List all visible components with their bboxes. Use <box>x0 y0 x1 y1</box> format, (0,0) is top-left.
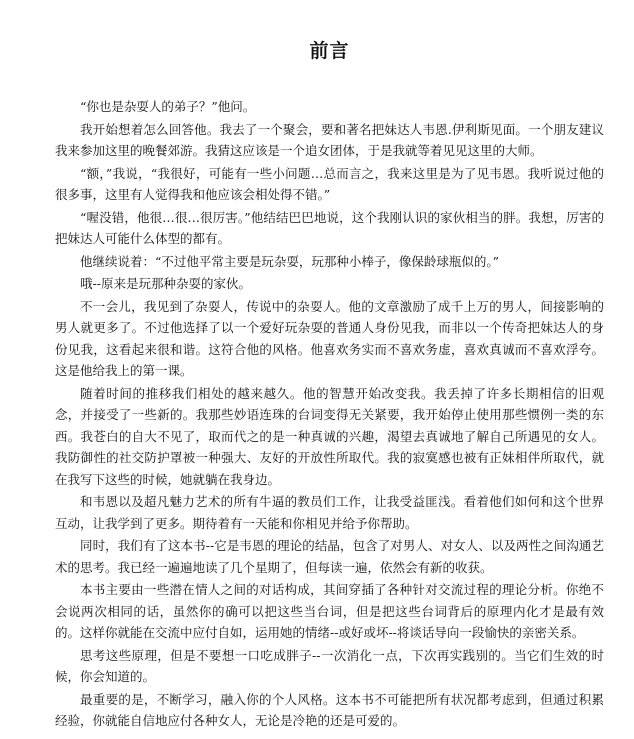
paragraph: 他继续说着：“不过他平常主要是玩杂耍，玩那种小棒子，像保龄球瓶似的。” <box>80 253 500 269</box>
paragraph: 哦--原来是玩那种杂耍的家伙。 <box>80 276 251 291</box>
paragraph: 我开始想着怎么回答他。我去了一个聚会，要和著名把妹达人韦恩.伊利斯见面。一个朋友建议我来参加这里的晚餐郊游。我猜这应该是一个追女团体，于是我就等着见见这里的大师。 <box>55 121 604 158</box>
paragraph: 最重要的是，不断学习，融入你的个人风格。这本书不可能把所有状况都考虑到，但通过积累经验，你就能自信地应付各种女人，无论是冷艳的还是可爱的。 <box>55 691 604 728</box>
paragraph: “你也是杂耍人的弟子？”他问。 <box>80 99 256 114</box>
paragraph: 思考这些原理，但是不要想一口吃成胖子--一次消化一点，下次再实践别的。当它们生效的时候，你会知道的。 <box>55 647 604 684</box>
paragraph: 不一会儿，我见到了杂耍人，传说中的杂耍人。他的文章激励了成千上万的男人，间接影响的男人就更多了。不过他选择了以一个爱好玩杂耍的普通人身份见我，而非以一个传奇把妹达人的身份见我，这看起来很和谐。这符合他的风格。他喜欢务实而不喜欢务虚，喜欢真诚而不喜欢浮夸。这是他给我上的第一课。 <box>55 298 604 378</box>
paragraph: 随着时间的推移我们相处的越来越久。他的智慧开始改变我。我丢掉了许多长期相信的旧观念，并接受了一些新的。我那些妙语连珠的台词变得无关紧要，我开始停止使用那些惯例一类的东西。我苍白的自大不见了，取而代之的是一种真诚的兴趣，渴望去真诚地了解自己所遇见的女人。我防御性的社交防护罩被一种强大、友好的开放性所取代。我的寂寞感也被有正妹相伴所取代，就在我写下这些的时候，她就躺在我身边。 <box>55 385 604 487</box>
paragraph: “额，”我说，“我很好，可能有一些小问题…总而言之，我来这里是为了见韦恩。我听说过他的很多事，这里有人觉得我和他应该会相处得不错。” <box>55 165 604 202</box>
page-title: 前言 <box>309 40 350 62</box>
paragraph: 本书主要由一些潜在情人之间的对话构成，其间穿插了各种针对交流过程的理论分析。你绝不会说两次相同的话，虽然你的确可以把这些当台词，但是把这些台词背后的原理内化才是最有效的。这样你就能在交流中应付自如，运用她的情绪--或好或坏--将谈话导向一段愉快的亲密关系。 <box>55 582 604 640</box>
paragraph: 同时，我们有了这本书--它是韦恩的理论的结晶，包含了对男人、对女人、以及两性之间沟通艺术的思考。我已经一遍遍地读了几个星期了，但每读一遍，依然会有新的收获。 <box>55 538 604 575</box>
paragraph: “喔没错，他很…很…很厉害。”他结结巴巴地说，这个我刚认识的家伙相当的胖。我想，厉害的把妹达人可能什么体型的都有。 <box>55 209 604 246</box>
paragraph: 和韦恩以及超凡魅力艺术的所有牛逼的教员们工作，让我受益匪浅。看着他们如何和这个世界互动，让我学到了更多。期待着有一天能和你相见并给予你帮助。 <box>55 494 604 531</box>
